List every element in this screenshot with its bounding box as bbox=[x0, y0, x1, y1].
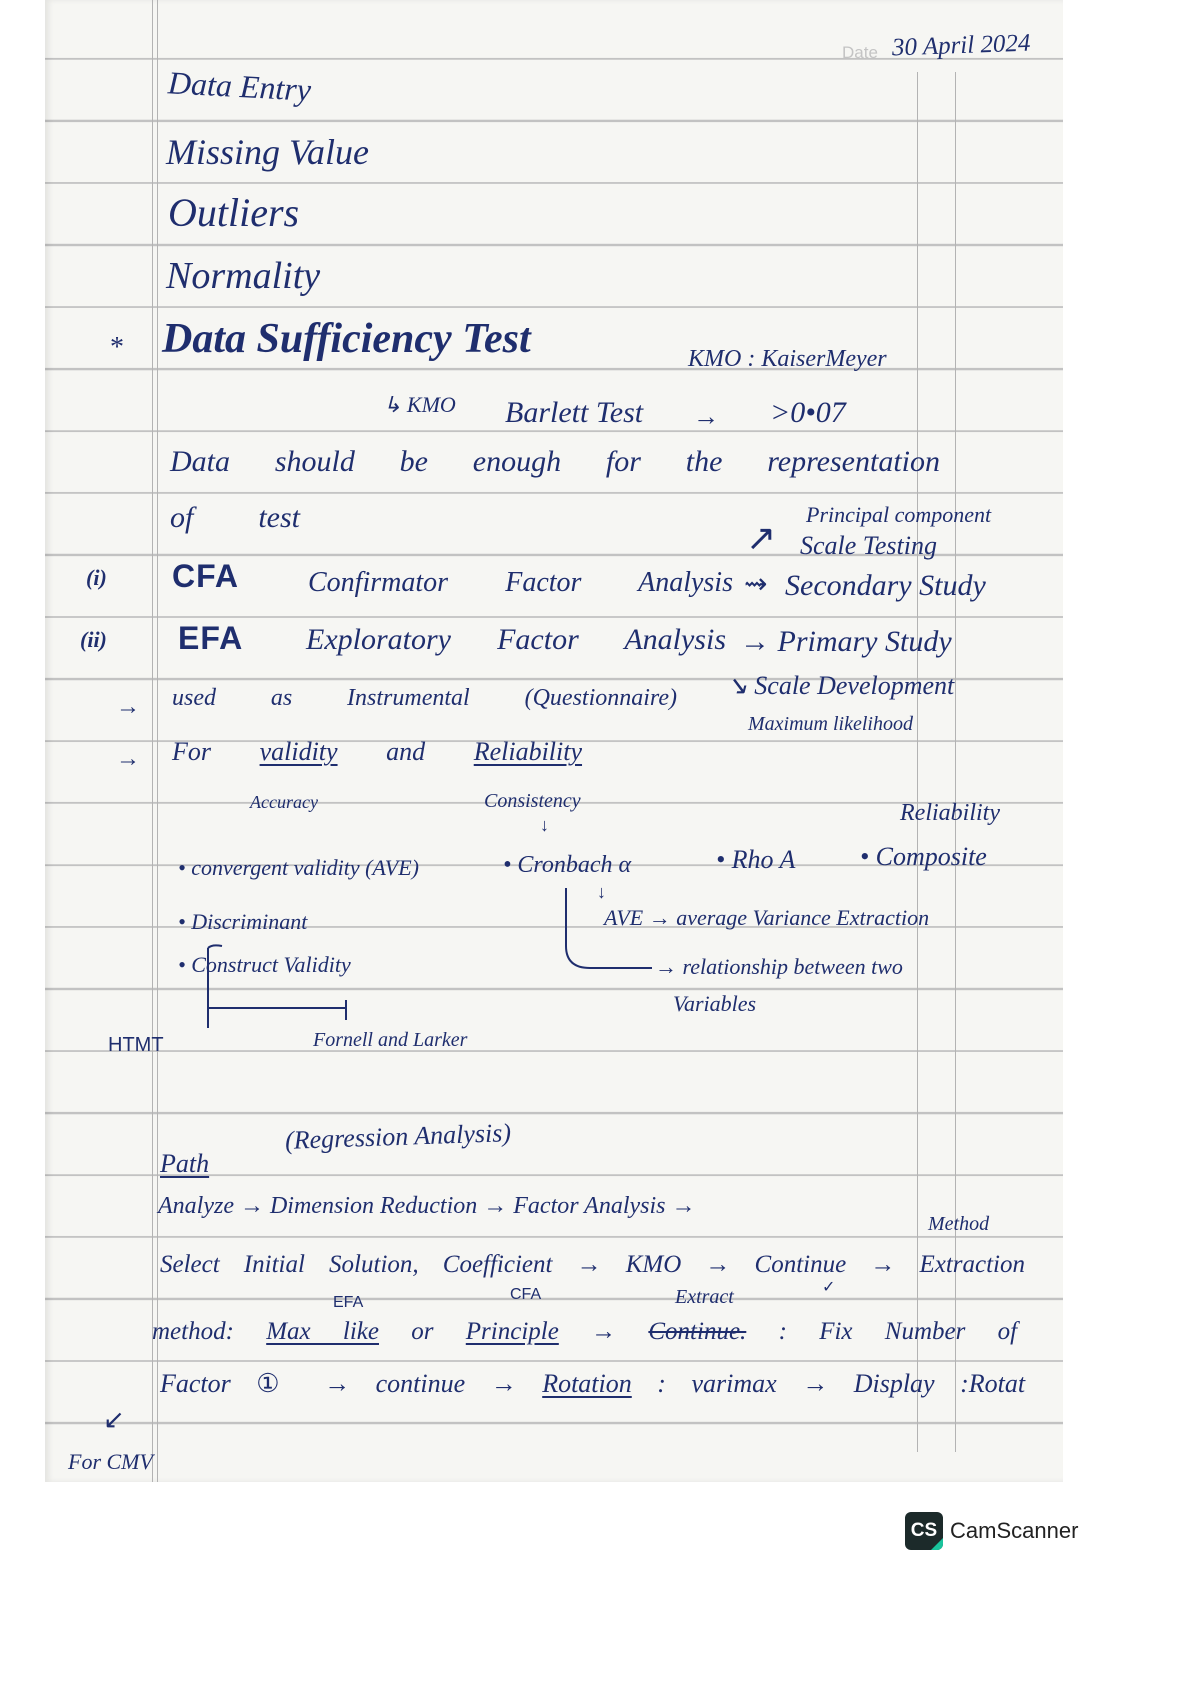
method-label: method: bbox=[152, 1318, 234, 1345]
bartlett-test: Barlett Test bbox=[505, 396, 644, 429]
display-arrow: → bbox=[802, 1369, 829, 1398]
steps-initial-solution: Select Initial Solution, Coefficient → KMO → Continue → Extraction bbox=[160, 1251, 1025, 1278]
cmv-arrow: ↙ bbox=[103, 1405, 125, 1434]
bullet-rho-a: • Rho A bbox=[716, 845, 796, 874]
usage-arrow-1: → bbox=[116, 694, 140, 720]
cfa-number: (i) bbox=[86, 565, 107, 590]
usage-line: used as Instrumental (Questionnaire) bbox=[172, 685, 677, 711]
display-step: Display :Rotat bbox=[853, 1369, 1026, 1398]
checklist-outliers: Outliers bbox=[168, 190, 300, 235]
checklist-normality: Normality bbox=[166, 255, 321, 297]
fix-number: Fix Number of bbox=[819, 1318, 1018, 1345]
bartlett-arrow: → bbox=[693, 402, 719, 431]
cmv-note: For CMV bbox=[68, 1449, 153, 1474]
max-like-option: Max like bbox=[266, 1318, 379, 1345]
bullet-composite: • Composite bbox=[860, 842, 987, 871]
kmo-sub: ↳ KMO bbox=[383, 392, 456, 417]
htmt-label: HTMT bbox=[108, 1034, 164, 1056]
right-margin-line-outer bbox=[955, 72, 956, 1452]
regression-heading: (Regression Analysis) bbox=[284, 1118, 512, 1155]
date-label: Date bbox=[842, 43, 878, 62]
continue-struck: Continue. bbox=[648, 1318, 747, 1345]
cfa-arrow-up: ↗ bbox=[746, 518, 777, 558]
bartlett-threshold: >0•07 bbox=[770, 396, 846, 429]
for-word: For bbox=[172, 737, 211, 766]
usage-arrow-2: → bbox=[116, 746, 140, 772]
cronbach-down-arrow: ↓ bbox=[597, 882, 606, 902]
relationship-note: → relationship between two bbox=[655, 954, 903, 979]
cfa-note: CFA bbox=[510, 1286, 542, 1303]
checklist-missing-value: Missing Value bbox=[166, 132, 369, 172]
cfa-full-name: Confirmator Factor Analysis bbox=[308, 567, 733, 598]
check-mark: ✓ bbox=[822, 1279, 836, 1296]
consistency-note: Consistency bbox=[484, 790, 581, 812]
variables-note: Variables bbox=[673, 991, 757, 1016]
checklist-data-entry: Data Entry bbox=[167, 64, 312, 108]
rotation-colon: : bbox=[657, 1369, 666, 1398]
efa-note: EFA bbox=[333, 1294, 364, 1311]
kmo-note: KMO : KaiserMeyer bbox=[688, 346, 887, 372]
consistency-down-arrow: ↓ bbox=[540, 815, 549, 835]
right-margin-line bbox=[917, 72, 918, 1452]
cfa-branch-secondary: Secondary Study bbox=[785, 569, 986, 602]
star-marker: * bbox=[110, 332, 124, 363]
rotation-arrow: → bbox=[490, 1369, 517, 1398]
bullet-convergent: • convergent validity (AVE) bbox=[178, 855, 419, 880]
principle-option: Principle bbox=[465, 1318, 559, 1345]
efa-abbr: EFA bbox=[178, 620, 244, 656]
camscanner-logo-icon: CS bbox=[905, 1512, 943, 1550]
varimax-option: varimax bbox=[691, 1369, 777, 1398]
cfa-arrow-side: ⇝ bbox=[744, 569, 768, 600]
path-heading: Path bbox=[160, 1149, 210, 1178]
cfa-branch-principal: Principal component bbox=[806, 502, 992, 527]
method-arrow: → bbox=[591, 1318, 617, 1345]
and-word: and bbox=[386, 737, 426, 766]
factor-line bbox=[160, 1371, 1025, 1397]
reliability-word: Reliability bbox=[473, 737, 583, 766]
efa-number: (ii) bbox=[80, 627, 107, 652]
bullet-discriminant: • Discriminant bbox=[178, 909, 308, 934]
method-colon: : bbox=[778, 1318, 787, 1345]
accuracy-note: Accuracy bbox=[250, 792, 318, 812]
efa-branch-ml: Maximum likelihood bbox=[748, 713, 913, 735]
cfa-branch-scale: Scale Testing bbox=[800, 531, 937, 560]
bullet-cronbach: • Cronbach α bbox=[503, 852, 632, 878]
or-word: or bbox=[411, 1318, 434, 1345]
validity-reliability-line bbox=[172, 739, 582, 765]
circled-one: ① bbox=[256, 1369, 299, 1398]
validity-word: validity bbox=[259, 737, 338, 766]
efa-branch-scale: ↘ Scale Development bbox=[726, 671, 955, 700]
enough-line: Data should be enough for the representation bbox=[170, 445, 940, 478]
bullet-construct: • Construct Validity bbox=[178, 952, 351, 977]
left-margin-line-inner bbox=[157, 0, 158, 1482]
camscanner-brand: CamScanner bbox=[950, 1518, 1079, 1543]
method-line bbox=[152, 1319, 1017, 1344]
factor-word: Factor bbox=[160, 1369, 231, 1398]
fornell-larker-label: Fornell and Larker bbox=[313, 1029, 468, 1051]
method-note: Method bbox=[928, 1213, 990, 1235]
efa-full-name: Exploratory Factor Analysis bbox=[306, 623, 726, 656]
enough-line-2: of test bbox=[170, 501, 300, 534]
cfa-abbr: CFA bbox=[172, 558, 239, 594]
reliability-heading: Reliability bbox=[900, 800, 1000, 826]
steps-menu-path: Analyze → Dimension Reduction → Factor Analysis → bbox=[158, 1193, 696, 1219]
left-margin-line bbox=[152, 0, 153, 1482]
efa-primary-study: → Primary Study bbox=[740, 625, 952, 658]
sufficiency-title: Data Sufficiency Test bbox=[162, 316, 531, 362]
rotation-step: Rotation bbox=[542, 1369, 632, 1398]
continue-step: → continue bbox=[324, 1369, 466, 1398]
ave-definition: AVE → average Variance Extraction bbox=[604, 905, 930, 930]
extract-note: Extract bbox=[675, 1286, 734, 1308]
date-value: 30 April 2024 bbox=[891, 29, 1031, 62]
